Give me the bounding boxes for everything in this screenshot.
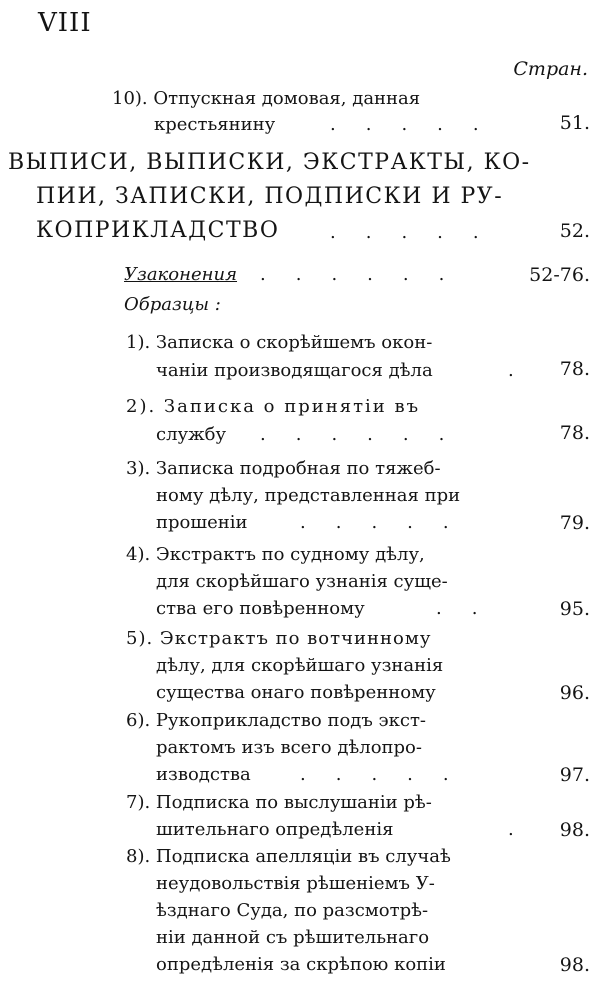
entry-line: 4). Экстрактъ по судному дѣлу,: [126, 544, 425, 565]
dot-leader: .....: [300, 764, 479, 785]
page-number: VIII: [38, 8, 92, 38]
entry-line: ніи данной съ рѣшительнаго: [156, 927, 430, 948]
entry-line: 1). Записка о скорѣйшемъ окон-: [126, 332, 433, 353]
entry-page: 95.: [559, 598, 590, 620]
dot-leader: .....: [300, 512, 479, 533]
entry-line: 6). Рукоприкладство подъ экст-: [126, 710, 426, 731]
entry-page: 79.: [559, 512, 590, 534]
heading-line: КОПРИКЛАДСТВО: [36, 218, 280, 243]
heading-line: ВЫПИСИ, ВЫПИСКИ, ЭКСТРАКТЫ, КО-: [8, 150, 531, 175]
entry-line: изводства: [156, 764, 251, 785]
entry-line: неудовольствія рѣшеніемъ У-: [156, 873, 435, 894]
dot-leader: .: [508, 360, 514, 381]
entry-page: 98.: [559, 819, 590, 841]
subheading: Образцы :: [124, 294, 221, 315]
entry-line: 5). Экстрактъ по вотчинному: [126, 628, 432, 649]
dot-leader: ..: [436, 598, 508, 619]
entry-line: существа онаго повѣренному: [156, 682, 436, 703]
entry-line: ства его повѣренному: [156, 598, 365, 619]
entry-page: 78.: [559, 422, 590, 444]
entry-page: 52-76.: [529, 264, 590, 286]
entry-line: крестьянину: [154, 114, 276, 135]
dot-leader: .....: [330, 222, 509, 243]
entry-line: дѣлу, для скорѣйшаго узнанія: [156, 655, 444, 676]
dot-leader: ......: [260, 424, 475, 445]
entry-line: шительнаго опредѣленія: [156, 819, 394, 840]
entry-line: чаніи производящагося дѣла: [156, 360, 433, 381]
entry-page: 98.: [559, 954, 590, 976]
entry-line: ному дѣлу, представленная при: [156, 485, 461, 506]
entry-page: 97.: [559, 764, 590, 786]
entry-page: 51.: [559, 112, 590, 134]
heading-line: ПИИ, ЗАПИСКИ, ПОДПИСКИ И РУ-: [36, 184, 504, 209]
column-header: Стран.: [513, 58, 588, 80]
entry-line: 7). Подписка по выслушаніи рѣ-: [126, 792, 432, 813]
entry-page: 78.: [559, 358, 590, 380]
dot-leader: .....: [330, 114, 509, 135]
entry-line: службу: [156, 424, 227, 445]
dot-leader: ......: [260, 264, 475, 285]
entry-line: Узаконения: [124, 264, 238, 285]
entry-page: 52.: [559, 220, 590, 242]
entry-page: 96.: [559, 682, 590, 704]
entry-line: 3). Записка подробная по тяжеб-: [126, 458, 441, 479]
entry-line: 10). Отпускная домовая, данная: [112, 88, 421, 109]
entry-line: рактомъ изъ всего дѣлопро-: [156, 737, 422, 758]
entry-line: прошеніи: [156, 512, 248, 533]
entry-line: опредѣленія за скрѣпою копіи: [156, 954, 446, 975]
entry-line: 2). Записка о принятіи въ: [126, 396, 421, 417]
entry-line: для скорѣйшаго узнанія суще-: [156, 571, 448, 592]
dot-leader: .: [508, 819, 514, 840]
entry-line: 8). Подписка апелляціи въ случаѣ: [126, 846, 451, 867]
entry-line: ѣзднаго Суда, по разсмотрѣ-: [156, 900, 429, 921]
